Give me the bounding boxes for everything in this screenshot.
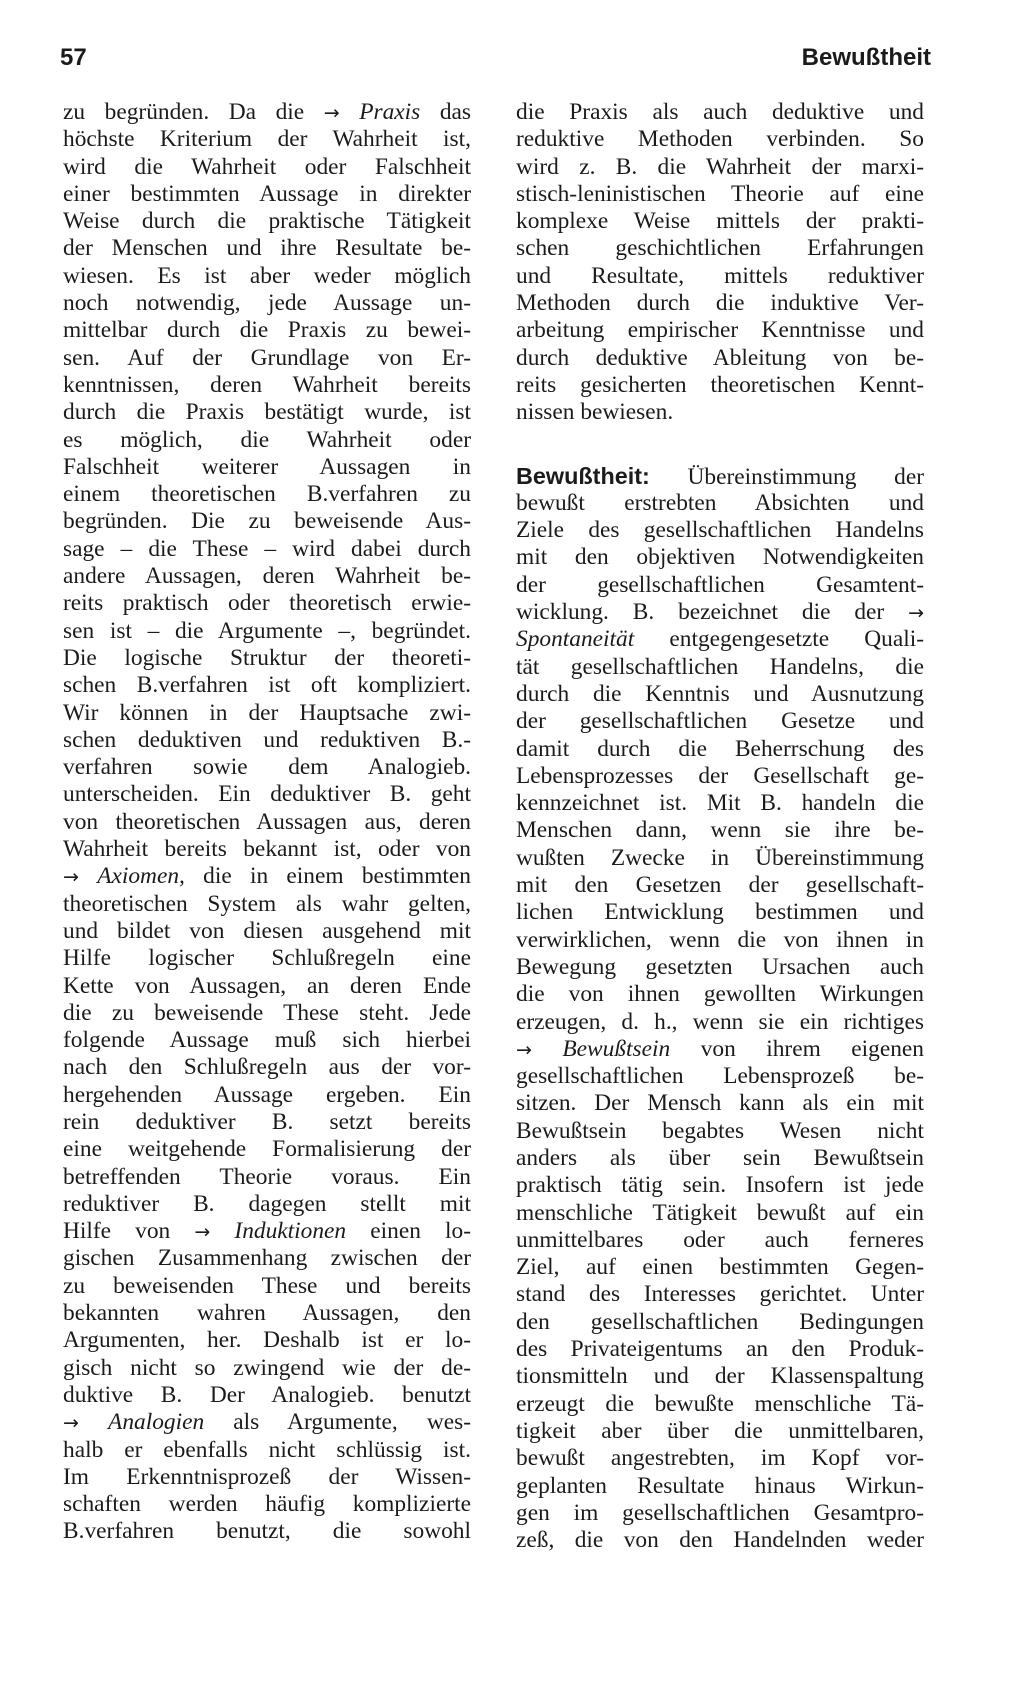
text-line: [63, 1273, 471, 1300]
text-segment: schen geschichtlichen Erfahrungen: [516, 235, 924, 262]
text-line: [516, 490, 924, 517]
text-line: [63, 1245, 471, 1272]
text-segment: mit den objektiven Notwendigkeiten: [516, 544, 924, 571]
text-segment: [340, 99, 360, 125]
text-line: [63, 126, 471, 153]
text-segment: erzeugt die bewußte menschliche Tä-: [516, 1390, 924, 1417]
text-segment: bewußt angestrebten, im Kopf vor-: [516, 1445, 924, 1472]
text-segment: bekannten wahren Aussagen, den: [63, 1300, 471, 1327]
text-line: [63, 372, 471, 399]
text-line: [63, 1518, 471, 1545]
text-segment: [79, 1409, 108, 1435]
text-line: [63, 1027, 471, 1054]
text-segment: einer bestimmten Aussage in direkter: [63, 180, 471, 207]
text-segment: sitzen. Der Mensch kann als ein mit: [516, 1090, 924, 1117]
cross-reference-arrow-icon: →: [516, 1038, 532, 1061]
text-line: [63, 1437, 471, 1464]
text-segment: kenntnissen, deren Wahrheit bereits: [63, 371, 471, 398]
text-line: [63, 1464, 471, 1491]
text-segment: nissen bewiesen.: [516, 399, 674, 426]
text-line: [516, 1090, 924, 1117]
text-segment: der Menschen und ihre Resultate be-: [63, 235, 471, 262]
text-segment: gen im gesellschaftlichen Gesamtpro-: [516, 1499, 924, 1526]
text-segment: sage – die These – wird dabei durch: [63, 535, 471, 562]
text-segment: durch deduktive Ableitung von be-: [516, 344, 924, 371]
left-column: [63, 99, 471, 1546]
text-segment: Übereinstimmung der: [649, 463, 924, 490]
text-segment: einem theoretischen B.verfahren zu: [63, 481, 471, 508]
text-segment: mittelbar durch die Praxis zu bewei-: [63, 317, 471, 344]
text-line: [63, 727, 471, 754]
text-segment: einen lo-: [346, 1218, 471, 1245]
text-segment: Die logische Struktur der theoreti-: [63, 644, 471, 671]
text-line: [516, 263, 924, 290]
text-segment: reits gesicherten theoretischen Kennt-: [516, 371, 924, 398]
text-line: [516, 345, 924, 372]
text-segment: nach den Schlußregeln aus der vor-: [63, 1054, 471, 1081]
text-line: [516, 1200, 924, 1227]
text-segment: lichen Entwicklung bestimmen und: [516, 899, 924, 926]
running-head: Bewußtheit: [801, 44, 931, 71]
text-segment: der gesellschaftlichen Gesetze und: [516, 708, 924, 735]
text-segment: Bewußtsein begabtes Wesen nicht: [516, 1117, 924, 1144]
text-segment: von ihrem eigenen: [670, 1035, 924, 1062]
text-line: [63, 1136, 471, 1163]
text-segment: Menschen dann, wenn sie ihre be-: [516, 817, 924, 844]
text-segment: Lebensprozesses der Gesellschaft ge-: [516, 762, 924, 789]
text-segment: unterscheiden. Ein deduktiver B. geht: [63, 781, 471, 808]
text-line: [516, 736, 924, 763]
text-line: [516, 1391, 924, 1418]
text-line: [63, 590, 471, 617]
text-segment: wird die Wahrheit oder Falschheit: [63, 153, 471, 180]
text-line: [516, 1527, 924, 1554]
text-segment: durch die Kenntnis und Ausnutzung: [516, 680, 924, 707]
text-line: [516, 1172, 924, 1199]
text-segment: wicklung. B. bezeichnet die der: [516, 599, 909, 626]
text-segment: praktisch tätig sein. Insofern ist jede: [516, 1172, 924, 1199]
text-segment: und Resultate, mittels reduktiver: [516, 262, 924, 289]
text-segment: reduktive Methoden verbinden. So: [516, 126, 924, 153]
text-line: [63, 345, 471, 372]
text-segment: der gesellschaftlichen Gesamtent-: [516, 571, 924, 598]
text-segment: Bewegung gesetzten Ursachen auch: [516, 953, 924, 980]
text-line: [63, 208, 471, 235]
text-segment: wußten Zwecke in Übereinstimmung: [516, 844, 924, 871]
text-line: [516, 1281, 924, 1308]
text-line: [63, 1082, 471, 1109]
text-line: [516, 1363, 924, 1390]
entry-bewusstheit: [516, 463, 924, 1555]
text-segment: folgende Aussage muß sich hierbei: [63, 1027, 471, 1054]
cross-reference-arrow-icon: →: [63, 1412, 79, 1435]
text-segment: die Praxis als auch deduktive und: [516, 99, 924, 125]
text-segment: tigkeit aber über die unmittelbaren,: [516, 1417, 924, 1444]
text-line: [63, 1409, 471, 1436]
entry-gap: [516, 427, 924, 463]
text-line: [63, 427, 471, 454]
text-segment: rein deduktiver B. setzt bereits: [63, 1108, 471, 1135]
text-segment: anders als über sein Bewußtsein: [516, 1144, 924, 1171]
cross-reference-arrow-icon: →: [194, 1221, 211, 1244]
text-segment: es möglich, die Wahrheit oder: [63, 426, 471, 453]
text-segment: gischen Zusammenhang zwischen der: [63, 1245, 471, 1272]
text-line: [63, 99, 471, 126]
text-segment: Wahrheit bereits bekannt ist, oder von: [63, 836, 471, 863]
text-segment: Falschheit weiterer Aussagen in: [63, 453, 471, 480]
text-line: [63, 1054, 471, 1081]
text-segment: damit durch die Beherrschung des: [516, 735, 924, 762]
text-segment: Methoden durch die induktive Ver-: [516, 290, 924, 317]
text-segment: zeß, die von den Handelnden weder: [516, 1527, 924, 1554]
text-segment: das: [420, 99, 471, 125]
text-line: [63, 536, 471, 563]
text-segment: eine weitgehende Formalisierung der: [63, 1136, 471, 1163]
text-line: [516, 1445, 924, 1472]
page-number: 57: [60, 44, 87, 71]
text-segment: halb er ebenfalls nicht schlüssig ist.: [63, 1436, 471, 1463]
text-line: [63, 754, 471, 781]
text-segment: mit den Gesetzen der gesellschaft-: [516, 872, 924, 899]
text-line: [516, 763, 924, 790]
text-line: [63, 781, 471, 808]
text-segment: Im Erkenntnisprozeß der Wissen-: [63, 1463, 471, 1490]
text-segment: unmittelbares oder auch ferneres: [516, 1226, 924, 1253]
text-segment: reduktiver B. dagegen stellt mit: [63, 1190, 471, 1217]
text-line: [516, 290, 924, 317]
text-segment: stand des Interesses gerichtet. Unter: [516, 1281, 924, 1308]
text-line: [63, 1491, 471, 1518]
text-segment: schen B.verfahren ist oft kompliziert.: [63, 672, 471, 699]
text-segment: andere Aussagen, deren Wahrheit be-: [63, 563, 471, 590]
text-segment: wiesen. Es ist aber weder möglich: [63, 262, 471, 289]
text-segment: geplanten Resultate hinaus Wirkun-: [516, 1472, 924, 1499]
text-line: [516, 708, 924, 735]
text-line: [63, 618, 471, 645]
text-line: [516, 544, 924, 571]
text-line: [63, 508, 471, 535]
text-segment: entgegengesetzte Quali-: [634, 626, 924, 653]
text-line: [63, 1382, 471, 1409]
text-line: [63, 1327, 471, 1354]
text-line: [63, 1000, 471, 1027]
cross-reference-term: Axiomen,: [97, 863, 185, 890]
cross-reference-term: Analogien: [108, 1409, 205, 1436]
text-segment: gisch nicht so zwingend wie der de-: [63, 1354, 471, 1381]
text-segment: [79, 863, 97, 889]
text-line: [516, 654, 924, 681]
text-line: [516, 235, 924, 262]
text-segment: tät gesellschaftlichen Handelns, die: [516, 653, 924, 680]
text-line: [516, 1036, 924, 1063]
text-segment: verwirklichen, wenn die von ihnen in: [516, 926, 924, 953]
text-line: [516, 126, 924, 153]
text-line: [516, 681, 924, 708]
text-line: [63, 181, 471, 208]
text-line: [516, 208, 924, 235]
cross-reference-arrow-icon: →: [908, 602, 924, 625]
text-segment: als Argumente, wes-: [204, 1409, 471, 1436]
text-line: [516, 927, 924, 954]
text-segment: Argumenten, her. Deshalb ist er lo-: [63, 1327, 471, 1354]
text-line: [63, 290, 471, 317]
text-line: [516, 872, 924, 899]
text-segment: kennzeichnet ist. Mit B. handeln die: [516, 790, 924, 817]
text-segment: durch die Praxis bestätigt wurde, ist: [63, 399, 471, 426]
text-line: [516, 181, 924, 208]
cross-reference-arrow-icon: →: [63, 866, 79, 889]
text-line: [516, 154, 924, 181]
text-line: [516, 1418, 924, 1445]
text-segment: Wir können in der Hauptsache zwi-: [63, 699, 471, 726]
text-line: [516, 845, 924, 872]
text-segment: und bildet von diesen ausgehend mit: [63, 917, 471, 944]
text-segment: menschliche Tätigkeit bewußt auf ein: [516, 1199, 924, 1226]
text-segment: tionsmitteln und der Klassenspaltung: [516, 1363, 924, 1390]
text-segment: theoretischen System als wahr gelten,: [63, 890, 471, 917]
cross-reference-term: Induktionen: [234, 1218, 347, 1245]
text-line: [516, 372, 924, 399]
text-line: [516, 599, 924, 626]
text-line: [63, 263, 471, 290]
text-segment: reits praktisch oder theoretisch erwie-: [63, 590, 471, 617]
text-line: [516, 1309, 924, 1336]
text-segment: sen ist – die Argumente –, begründet.: [63, 617, 471, 644]
text-line: [516, 399, 924, 426]
text-line: [516, 99, 924, 126]
text-line: [63, 945, 471, 972]
text-segment: Ziele des gesellschaftlichen Handelns: [516, 517, 924, 544]
text-segment: hergehenden Aussage ergeben. Ein: [63, 1081, 471, 1108]
text-line: [516, 899, 924, 926]
text-segment: höchste Kriterium der Wahrheit ist,: [63, 126, 471, 153]
text-segment: Hilfe von: [63, 1218, 195, 1245]
text-segment: arbeitung empirischer Kenntnisse und: [516, 317, 924, 344]
text-segment: schen deduktiven und reduktiven B.-: [63, 726, 471, 753]
text-segment: [532, 1036, 562, 1062]
text-line: [516, 317, 924, 344]
text-line: [63, 399, 471, 426]
text-segment: wird z. B. die Wahrheit der marxi-: [516, 153, 924, 180]
text-line: [516, 463, 924, 490]
text-segment: zu begründen. Da die: [63, 99, 324, 125]
text-line: [516, 1118, 924, 1145]
text-line: [516, 954, 924, 981]
text-line: [516, 572, 924, 599]
text-line: [63, 645, 471, 672]
text-line: [63, 481, 471, 508]
text-segment: sen. Auf der Grundlage von Er-: [63, 344, 471, 371]
text-segment: betreffenden Theorie voraus. Ein: [63, 1163, 471, 1190]
text-line: [63, 918, 471, 945]
text-segment: zu beweisenden These und bereits: [63, 1272, 471, 1299]
text-line: [516, 1336, 924, 1363]
text-line: [516, 1145, 924, 1172]
text-line: [63, 836, 471, 863]
text-segment: begründen. Die zu beweisende Aus-: [63, 508, 471, 535]
text-line: [516, 1254, 924, 1281]
text-line: [516, 626, 924, 653]
text-line: [516, 1500, 924, 1527]
text-segment: Ziel, auf einen bestimmten Gegen-: [516, 1254, 924, 1281]
text-segment: erzeugen, d. h., wenn sie ein richtiges: [516, 1008, 924, 1035]
text-segment: den gesellschaftlichen Bedingungen: [516, 1308, 924, 1335]
text-line: [63, 1300, 471, 1327]
text-segment: Weise durch die praktische Tätigkeit: [63, 208, 471, 235]
text-line: [516, 790, 924, 817]
text-segment: Kette von Aussagen, an deren Ende: [63, 972, 471, 999]
text-line: [63, 863, 471, 890]
text-line: [516, 981, 924, 1008]
text-segment: [210, 1218, 234, 1244]
text-segment: des Privateigentums an den Produk-: [516, 1336, 924, 1363]
text-line: [516, 817, 924, 844]
text-line: [63, 1164, 471, 1191]
text-segment: bewußt erstrebten Absichten und: [516, 489, 924, 516]
right-column: [516, 99, 924, 1554]
cross-reference-arrow-icon: →: [323, 102, 340, 124]
text-segment: duktive B. Der Analogieb. benutzt: [63, 1381, 471, 1408]
text-line: [516, 1473, 924, 1500]
text-line: [516, 517, 924, 544]
text-line: [516, 1009, 924, 1036]
text-line: [63, 973, 471, 1000]
text-line: [63, 700, 471, 727]
text-segment: B.verfahren benutzt, die sowohl: [63, 1518, 471, 1545]
text-line: [63, 563, 471, 590]
cross-reference-term: Spontaneität: [516, 626, 635, 653]
text-line: [63, 1218, 471, 1245]
text-line: [63, 809, 471, 836]
text-line: [63, 891, 471, 918]
text-segment: verfahren sowie dem Analogieb.: [63, 754, 471, 781]
text-segment: gesellschaftlichen Lebensprozeß be-: [516, 1063, 924, 1090]
text-line: [516, 1063, 924, 1090]
text-line: [63, 454, 471, 481]
text-line: [63, 154, 471, 181]
text-line: [63, 1109, 471, 1136]
text-line: [63, 317, 471, 344]
text-line: [63, 235, 471, 262]
text-segment: die von ihnen gewollten Wirkungen: [516, 981, 924, 1008]
text-line: [63, 1191, 471, 1218]
text-segment: noch notwendig, jede Aussage un-: [63, 290, 471, 317]
text-segment: die in einem bestimmten: [184, 863, 471, 890]
previous-entry-continuation: [516, 99, 924, 427]
text-line: [63, 1355, 471, 1382]
text-segment: komplexe Weise mittels der prakti-: [516, 208, 924, 235]
cross-reference-term: Bewußtsein: [562, 1035, 671, 1062]
text-segment: von theoretischen Aussagen aus, deren: [63, 808, 471, 835]
cross-reference-term: Praxis: [359, 99, 421, 125]
text-segment: die zu beweisende These steht. Jede: [63, 999, 471, 1026]
text-line: [63, 672, 471, 699]
text-line: [516, 1227, 924, 1254]
text-segment: schaften werden häufig komplizierte: [63, 1491, 471, 1518]
entry-headword: Bewußtheit:: [516, 462, 650, 489]
text-segment: Hilfe logischer Schlußregeln eine: [63, 945, 471, 972]
text-segment: stisch-leninistischen Theorie auf eine: [516, 180, 924, 207]
